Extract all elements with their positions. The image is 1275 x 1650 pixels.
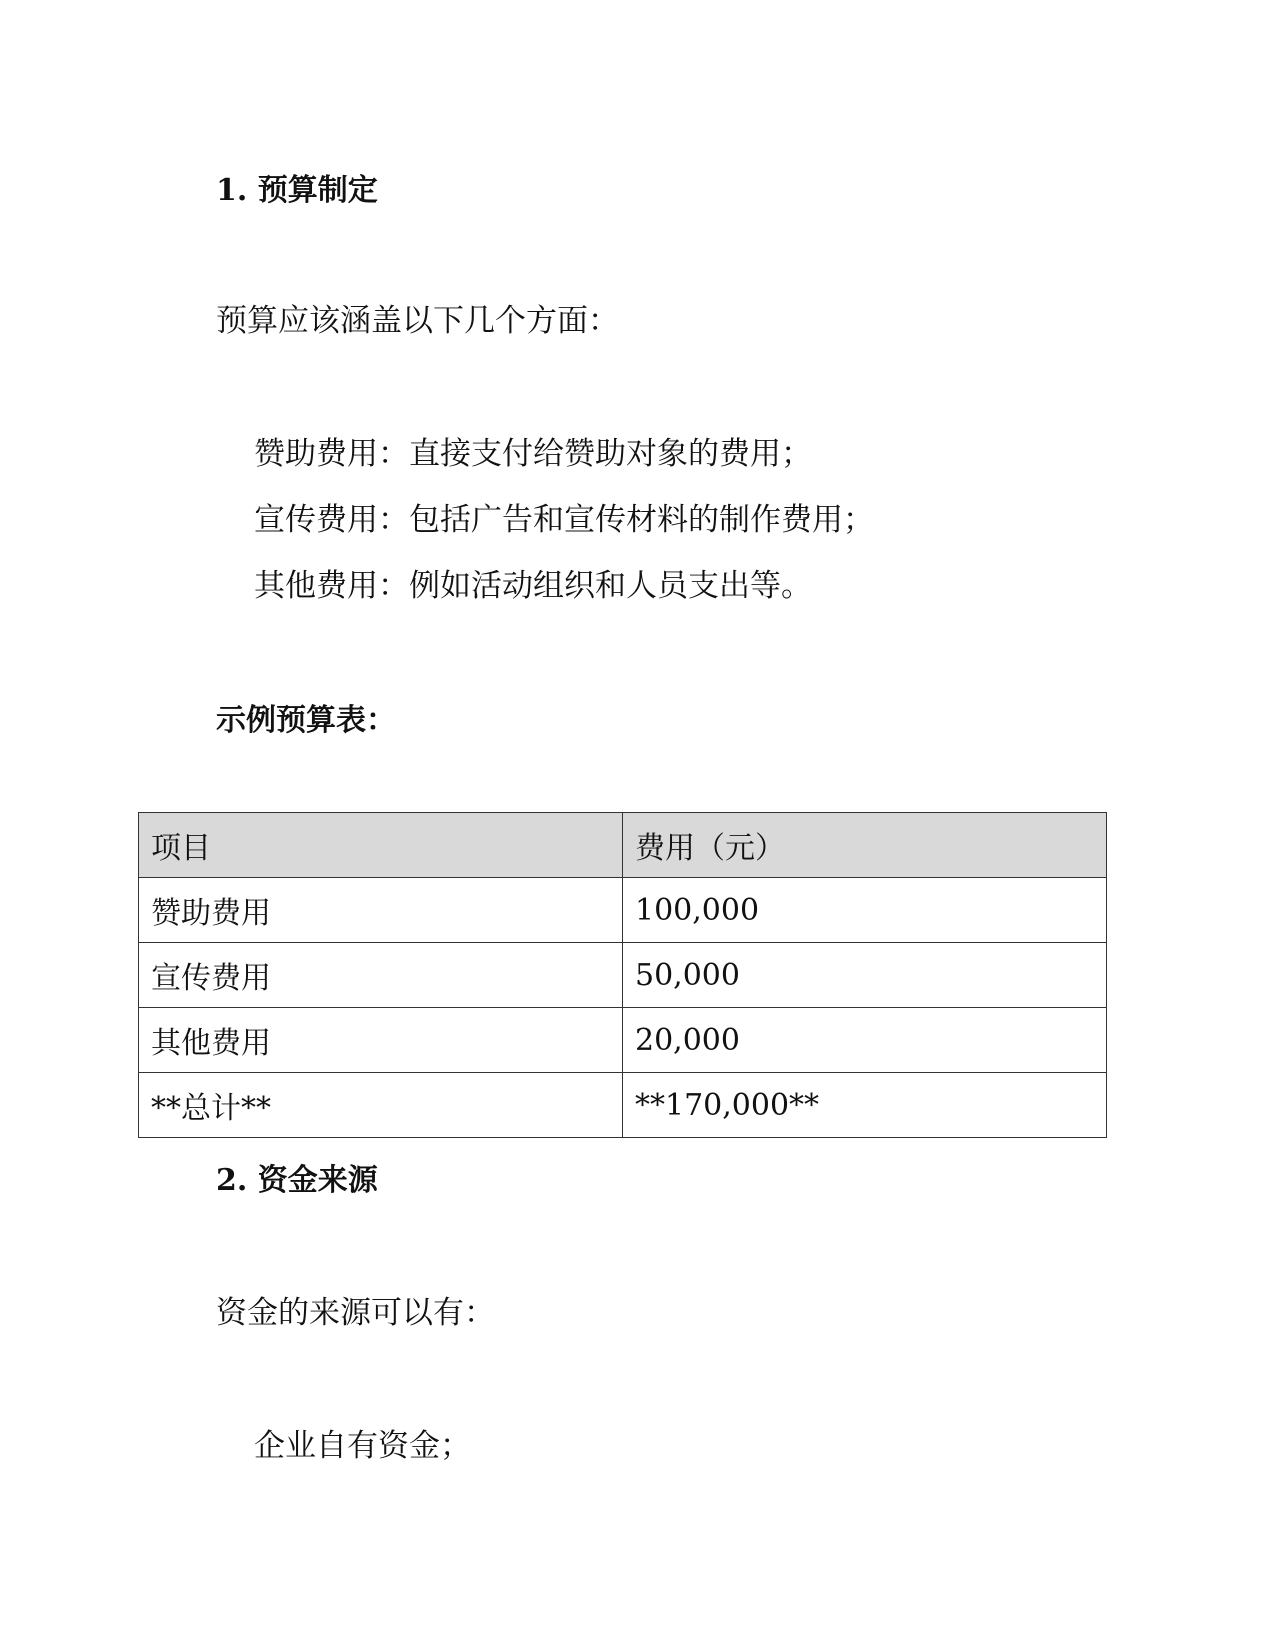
header-cost: 费用（元） — [623, 813, 1107, 878]
header-item: 项目 — [139, 813, 623, 878]
table-row — [139, 878, 1107, 943]
table-row — [139, 1008, 1107, 1073]
table-row — [139, 943, 1107, 1008]
table-header-row — [139, 813, 1107, 878]
cell-cost: 50,000 — [623, 943, 1107, 1008]
cell-cost: **170,000** — [623, 1073, 1107, 1138]
budget-table — [138, 812, 1107, 1138]
cell-item: 宣传费用 — [139, 943, 623, 1008]
list-item-own-funds: 企业自有资金； — [254, 1428, 471, 1464]
section-2-heading: 2. 资金来源 — [216, 1163, 378, 1198]
table-caption: 示例预算表： — [216, 703, 396, 738]
cell-item: 赞助费用 — [139, 878, 623, 943]
list-item-other: 其他费用：例如活动组织和人员支出等。 — [254, 568, 812, 604]
cell-item: 其他费用 — [139, 1008, 623, 1073]
cell-item: **总计** — [139, 1073, 623, 1138]
section-1-heading: 1. 预算制定 — [216, 173, 378, 208]
list-item-promotion: 宣传费用：包括广告和宣传材料的制作费用； — [254, 502, 874, 538]
cell-cost: 100,000 — [623, 878, 1107, 943]
section-2-intro: 资金的来源可以有： — [216, 1295, 495, 1331]
cell-cost: 20,000 — [623, 1008, 1107, 1073]
section-1-intro: 预算应该涵盖以下几个方面： — [216, 303, 619, 339]
table-row-total — [139, 1073, 1107, 1138]
list-item-sponsorship: 赞助费用：直接支付给赞助对象的费用； — [254, 436, 812, 472]
